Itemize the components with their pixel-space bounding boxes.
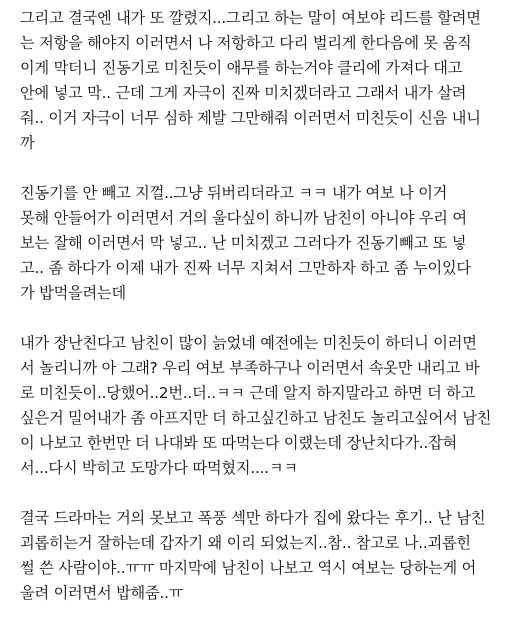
- text-line: 로 미친듯이..당했어..2번..더..ㅋㅋ 근데 알지 하지말라고 하면 더 하고: [20, 384, 476, 402]
- paragraph-gap: [20, 156, 510, 181]
- text-line: 괴롭히는거 잘하는데 갑자기 왜 이리 되었는지..참.. 참고로 나..괴롭힌: [20, 534, 471, 552]
- text-line: 서 놀리니까 아 그래? 우리 여보 부족하구나 이러면서 속옷만 내리고 바: [20, 359, 480, 377]
- text-line: 이게 막더니 진동기로 미친듯이 애무를 하는거야 클리에 가져다 대고: [20, 59, 463, 77]
- paragraph-4: [20, 506, 510, 606]
- text-line: 결국 드라마는 거의 못보고 폭풍 섹만 하다가 집에 왔다는 후기.. 난 남친: [20, 509, 486, 527]
- text-line: 이 나보고 한번만 더 나대봐 또 따먹는다 이랬는데 장난치다가..잡혀: [20, 434, 457, 452]
- text-line: 썰 쓴 사람이야..ㅠㅠ 마지막에 남친이 나보고 역시 여보는 당하는게 어: [20, 559, 477, 577]
- text-line: 안에 넣고 막.. 근데 그게 자극이 진짜 미치겠더라고 그래서 내가 살려: [20, 84, 467, 102]
- paragraph-gap: [20, 481, 510, 506]
- paragraph-3: [20, 331, 510, 481]
- text-line: 내가 장난친다고 남친이 많이 늙었네 예전에는 미친듯이 하더니 이러면: [20, 334, 477, 352]
- text-line: 서...다시 박히고 도망가다 따먹혔지....ㅋㅋ: [20, 459, 298, 477]
- paragraph-gap: [20, 306, 510, 331]
- text-line: 그리고 결국엔 내가 또 깔렸지...그리고 하는 말이 여보야 리드를 할려면: [20, 9, 481, 27]
- post-body: [20, 6, 510, 606]
- paragraph-2: [20, 181, 510, 306]
- text-line: 울려 이러면서 밥해줌..ㅠ: [20, 584, 184, 602]
- text-line: 줘.. 이거 자극이 너무 심하 제발 그만해줘 이러면서 미친듯이 신음 내니: [20, 109, 481, 127]
- text-line: 가 밥먹을려는데: [20, 284, 126, 302]
- text-line: 싶은거 밀어내가 좀 아프지만 더 하고싶긴하고 남친도 놀리고싶어서 남친: [20, 409, 492, 427]
- text-line: 못해 안들어가 이러면서 거의 울다싶이 하니까 남친이 아니야 우리 여: [20, 209, 467, 227]
- text-line: 는 저항을 해야지 이러면서 나 저항하고 다리 벌리게 한다음에 못 움직: [20, 34, 472, 52]
- text-line: 고.. 좀 하다가 이제 내가 진짜 너무 지쳐서 그만하자 하고 좀 누이있다: [20, 259, 471, 277]
- text-line: 까: [20, 134, 35, 152]
- text-line: 보는 잘해 이러면서 막 넣고.. 난 미치겠고 그러다가 진동기빼고 또 넣: [20, 234, 467, 252]
- text-line: 진동기를 안 빼고 지껄..그냥 뒤버리더라고 ㅋㅋ 내가 여보 나 이거: [20, 184, 448, 202]
- paragraph-1: [20, 6, 510, 156]
